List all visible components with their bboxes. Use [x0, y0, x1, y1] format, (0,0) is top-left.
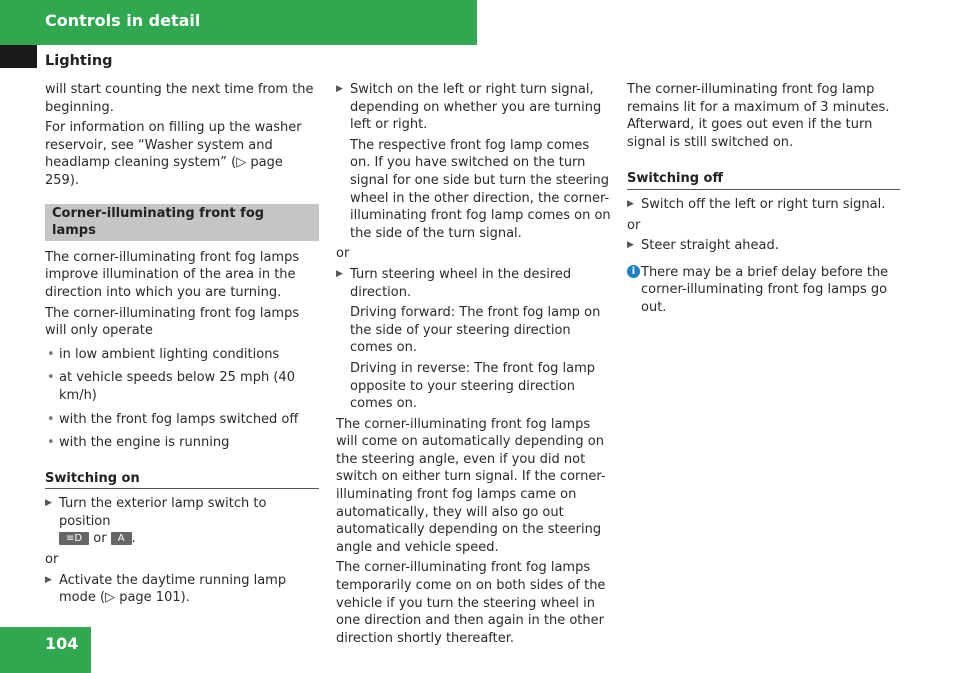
- auto-switch-symbol: A: [111, 532, 132, 545]
- info-icon: i: [627, 265, 640, 278]
- paragraph: The corner-illuminating front fog lamps will come on automatically depending on the steering angle, even if you did not switch on either turn signal. If the corner-illuminating front fog lamps came on automatically, they will also go out automatically depending on the steering angle and vehicle speed.: [336, 416, 606, 555]
- arrow-right-icon: ▶: [336, 84, 343, 94]
- arrow-right-icon: ▶: [627, 240, 634, 251]
- instruction-step: ▶ Switch on the left or right turn signal, depending on whether you are turning left or right.: [336, 82, 602, 133]
- list-item: • with the front fog lamps switched off: [47, 411, 299, 427]
- section-title: Lighting: [45, 53, 113, 69]
- arrow-right-icon: ▶: [336, 268, 343, 279]
- list-item: • with the engine is running: [47, 435, 230, 451]
- switching-on-heading: Switching on: [45, 470, 319, 490]
- step-detail: The respective front fog lamp comes on. If you have switched on the turn signal for one side but turn the steering wheel in the other direction, the corner-illuminating front fog lamp comes on on the side of the turn signal.: [350, 137, 611, 241]
- info-note: i There may be a brief delay before the corner-illuminating front fog lamps go out.: [627, 264, 900, 317]
- paragraph: The corner-illuminating front fog lamp remains lit for a maximum of 3 minutes. Afterward, it goes out even if the turn signal is still switched on.: [627, 82, 890, 150]
- paragraph: For information on filling up the washer reservoir, see “Washer system and headlamp cleaning system” (▷ page 259).: [45, 120, 302, 188]
- list-item: • at vehicle speeds below 25 mph (40 km/h): [47, 370, 295, 403]
- arrow-right-icon: ▶: [45, 498, 52, 509]
- bullet-icon: •: [47, 435, 55, 451]
- section-tab-marker: [0, 45, 37, 68]
- bullet-icon: •: [47, 346, 55, 362]
- chapter-title: Controls in detail: [45, 11, 201, 30]
- arrow-right-icon: ▶: [627, 198, 634, 209]
- subsection-heading: Corner-illuminating front fog lamps: [45, 204, 319, 241]
- paragraph: The corner-illuminating front fog lamps temporarily come on on both sides of the vehicle if you turn the steering wheel in one direction and then again in the other direction shortly thereafter.: [336, 560, 606, 646]
- instruction-step: ▶ Turn the exterior lamp switch to position ≡D or A .: [45, 496, 267, 547]
- or-text: or: [336, 246, 350, 262]
- column-middle: [336, 81, 612, 650]
- bullet-icon: •: [47, 370, 55, 386]
- switching-off-heading: Switching off: [627, 170, 900, 190]
- paragraph: The corner-illuminating front fog lamps will only operate: [45, 305, 300, 339]
- or-text: or: [45, 552, 59, 568]
- or-text: or: [627, 217, 641, 233]
- list-item: • in low ambient lighting conditions: [47, 346, 280, 362]
- bullet-icon: •: [47, 411, 55, 427]
- instruction-step: ▶ Turn steering wheel in the desired direction.: [336, 266, 572, 300]
- paragraph: will start counting the next time from the beginning.: [45, 82, 314, 115]
- paragraph: The corner-illuminating front fog lamps improve illumination of the area in the direction into which you are turning.: [45, 249, 300, 300]
- step-detail: Driving forward: The front fog lamp on the side of your steering direction comes on.: [350, 305, 601, 356]
- page-number: 104: [45, 634, 79, 653]
- conjunction: or: [93, 531, 107, 547]
- headlamp-switch-symbol: ≡D: [59, 532, 89, 545]
- instruction-step: ▶ Steer straight ahead.: [627, 238, 779, 254]
- instruction-step: ▶ Switch off the left or right turn signal.: [627, 196, 886, 212]
- step-detail: Driving in reverse: The front fog lamp opposite to your steering direction comes on.: [350, 360, 596, 412]
- arrow-right-icon: ▶: [45, 574, 52, 585]
- column-right: [627, 81, 900, 317]
- instruction-step: ▶ Activate the daytime running lamp mode (▷ page 101).: [45, 572, 287, 606]
- column-left: [45, 81, 319, 610]
